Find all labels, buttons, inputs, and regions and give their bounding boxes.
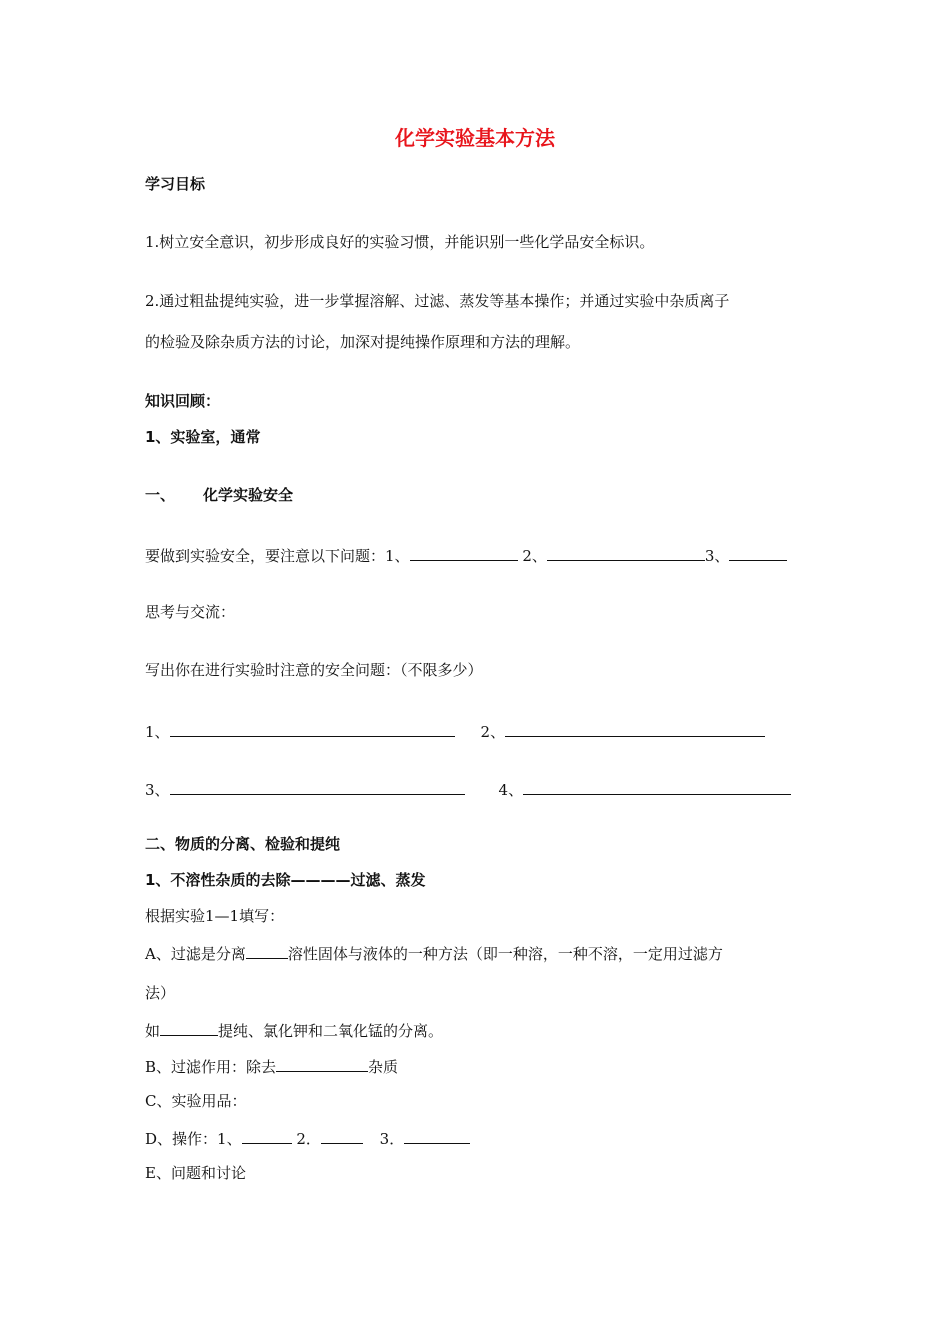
item-d-mid-2: 3． bbox=[374, 1130, 405, 1148]
safety-line bbox=[145, 544, 787, 566]
item-d-before: D、操作：1、 bbox=[145, 1130, 242, 1148]
item-d-blank-2[interactable] bbox=[321, 1127, 363, 1144]
safety-item-3: 3、 bbox=[704, 547, 730, 565]
safety-prefix: 要做到实验安全，要注意以下问题：1、 bbox=[145, 547, 410, 565]
review-item-1: 1、实验室，通常 bbox=[145, 428, 261, 446]
item-a-before: A、过滤是分离 bbox=[145, 945, 246, 963]
fill-intro: 根据实验1—1填写： bbox=[145, 907, 285, 925]
answer-row-1 bbox=[145, 720, 765, 742]
section-1-heading bbox=[145, 485, 293, 505]
item-ru-after: 提纯、氯化钾和二氧化锰的分离。 bbox=[218, 1022, 444, 1040]
item-ru-before: 如 bbox=[145, 1022, 161, 1040]
section-2-subheading: 1、不溶性杂质的去除————过滤、蒸发 bbox=[145, 871, 426, 889]
think-discuss: 思考与交流： bbox=[145, 603, 236, 621]
safety-blank-3[interactable] bbox=[729, 544, 787, 561]
item-b-after: 杂质 bbox=[368, 1058, 399, 1076]
item-b-blank[interactable] bbox=[276, 1055, 368, 1072]
answer-3-label: 3、 bbox=[145, 781, 170, 799]
item-d-line bbox=[145, 1127, 470, 1149]
safety-blank-1[interactable] bbox=[410, 544, 518, 561]
answer-2-blank[interactable] bbox=[505, 720, 765, 737]
review-heading: 知识回顾： bbox=[145, 392, 221, 410]
answer-4-blank[interactable] bbox=[523, 778, 791, 795]
item-c: C、实验用品： bbox=[145, 1092, 247, 1110]
section-1-title: 化学实验安全 bbox=[203, 486, 294, 504]
answer-1-label: 1、 bbox=[145, 723, 170, 741]
goal-1: 1.树立安全意识，初步形成良好的实验习惯，并能识别一些化学品安全标识。 bbox=[145, 233, 655, 251]
item-a-blank[interactable] bbox=[246, 942, 288, 959]
item-a-line bbox=[145, 942, 723, 964]
item-a-after: 溶性固体与液体的一种方法（即一种溶，一种不溶，一定用过滤方 bbox=[287, 945, 723, 963]
section-1-number: 一、 bbox=[145, 486, 176, 504]
item-d-mid-1: 2． bbox=[291, 1130, 321, 1148]
safety-blank-2[interactable] bbox=[547, 544, 705, 561]
document-title: 化学实验基本方法 bbox=[395, 126, 555, 150]
item-d-blank-1[interactable] bbox=[242, 1127, 292, 1144]
item-b-before: B、过滤作用：除去 bbox=[145, 1058, 277, 1076]
item-b-line bbox=[145, 1055, 398, 1077]
item-d-blank-3[interactable] bbox=[404, 1127, 470, 1144]
answer-row-2 bbox=[145, 778, 791, 800]
item-ru-blank[interactable] bbox=[160, 1019, 218, 1036]
write-prompt: 写出你在进行实验时注意的安全问题：（不限多少） bbox=[145, 661, 483, 679]
section-2-heading: 二、物质的分离、检验和提纯 bbox=[145, 835, 341, 853]
goal-2-line-2: 的检验及除杂质方法的讨论，加深对提纯操作原理和方法的理解。 bbox=[145, 333, 581, 351]
item-a-continuation: 法） bbox=[145, 984, 176, 1002]
item-ru-line bbox=[145, 1019, 443, 1041]
answer-3-blank[interactable] bbox=[170, 778, 465, 795]
goal-2-line-1: 2.通过粗盐提纯实验，进一步掌握溶解、过滤、蒸发等基本操作；并通过实验中杂质离子 bbox=[145, 292, 730, 310]
item-e: E、问题和讨论 bbox=[145, 1164, 246, 1182]
answer-4-label: 4、 bbox=[498, 781, 524, 799]
goals-heading: 学习目标 bbox=[145, 175, 206, 193]
answer-2-label: 2、 bbox=[480, 723, 506, 741]
answer-1-blank[interactable] bbox=[170, 720, 455, 737]
safety-item-2: 2、 bbox=[517, 547, 547, 565]
